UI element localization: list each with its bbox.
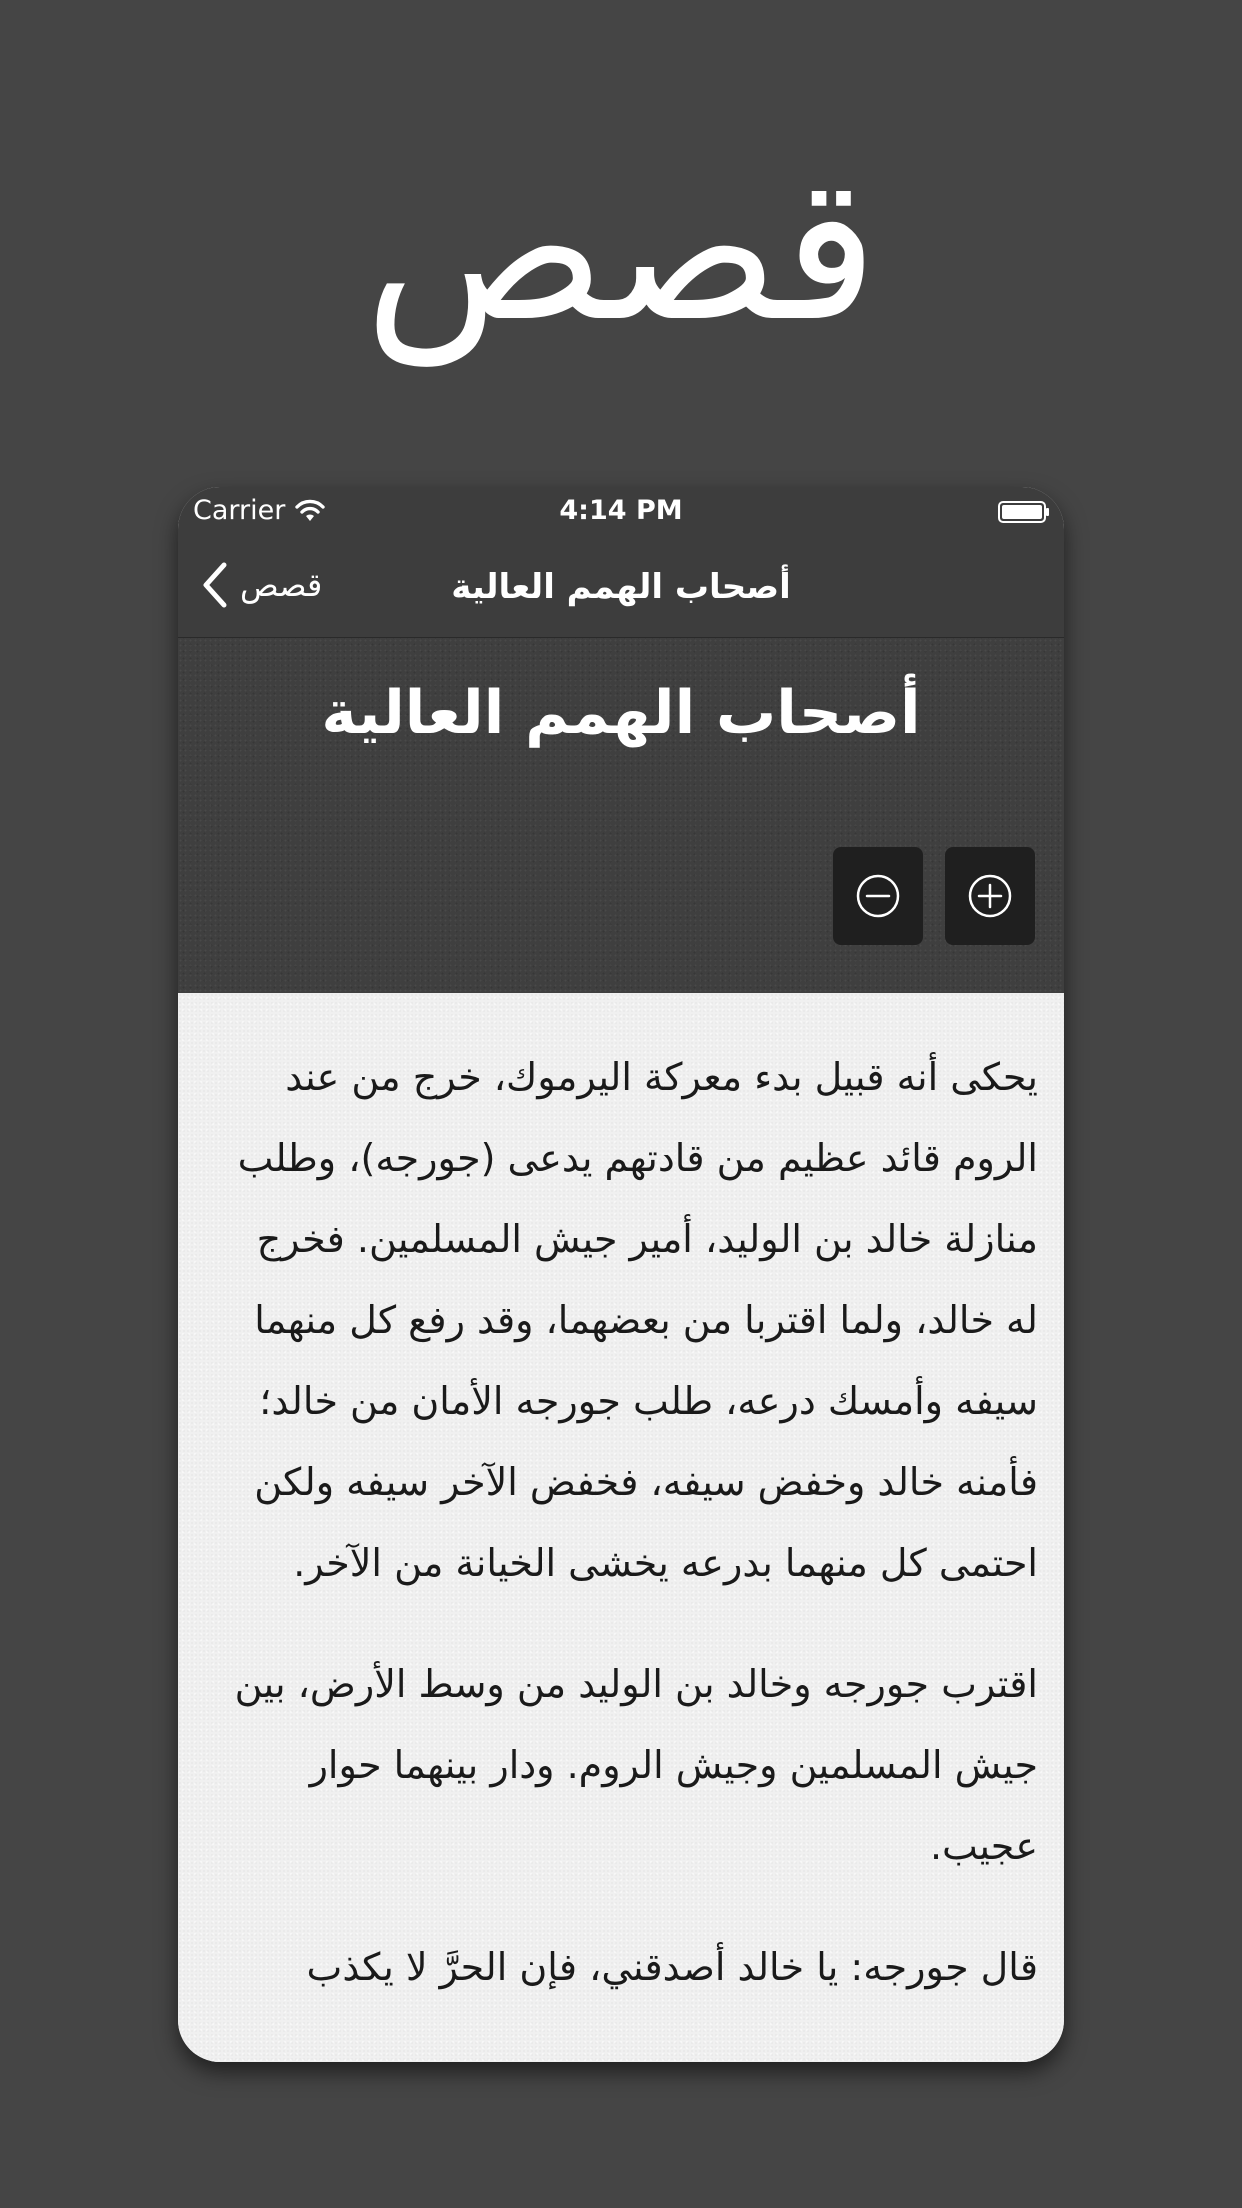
plus-circle-icon [966,872,1014,920]
story-paragraph: قال جورجه: يا خالد أصدقني، فإن الحرَّ لا يكذب [306,1945,1038,1989]
status-time: 4:14 PM [559,495,683,526]
story-content[interactable] [178,993,1064,2062]
minus-circle-icon [854,872,902,920]
promo-title: قصص [363,133,879,366]
zoom-out-button[interactable] [833,847,923,945]
story-header [178,638,1064,993]
status-bar [178,487,1064,537]
phone-screen [178,487,1064,2062]
navigation-bar [178,537,1064,638]
back-button-label: قصص [240,566,323,604]
carrier-label: Carrier [193,495,286,526]
battery-icon [998,501,1050,523]
zoom-in-button[interactable] [945,847,1035,945]
story-title: أصحاب الهمم العالية [321,678,921,748]
story-paragraph: يحكى أنه قبيل بدء معركة اليرموك، خرج من عند الروم قائد عظيم من قادتهم يدعى (جورجه)، وطلب منازلة خالد بن الوليد، أمير جيش المسلمين. فخرج له خالد، ولما اقتربا من بعضهما، وقد رفع كل منهما سيفه وأمسك درعه، طلب جورجه الأمان من خالد؛ فأمنه خالد وخفض سيفه، فخفض الآخر سيفه ولكن احتمى كل منهما بدرعه يخشى الخيانة من الآخر. [237,1055,1038,1585]
story-paragraph: اقترب جورجه وخالد بن الوليد من وسط الأرض، بين جيش المسلمين وجيش الروم. ودار بينهما حوار عجيب. [234,1662,1038,1868]
nav-title: أصحاب الهمم العالية [451,567,791,607]
